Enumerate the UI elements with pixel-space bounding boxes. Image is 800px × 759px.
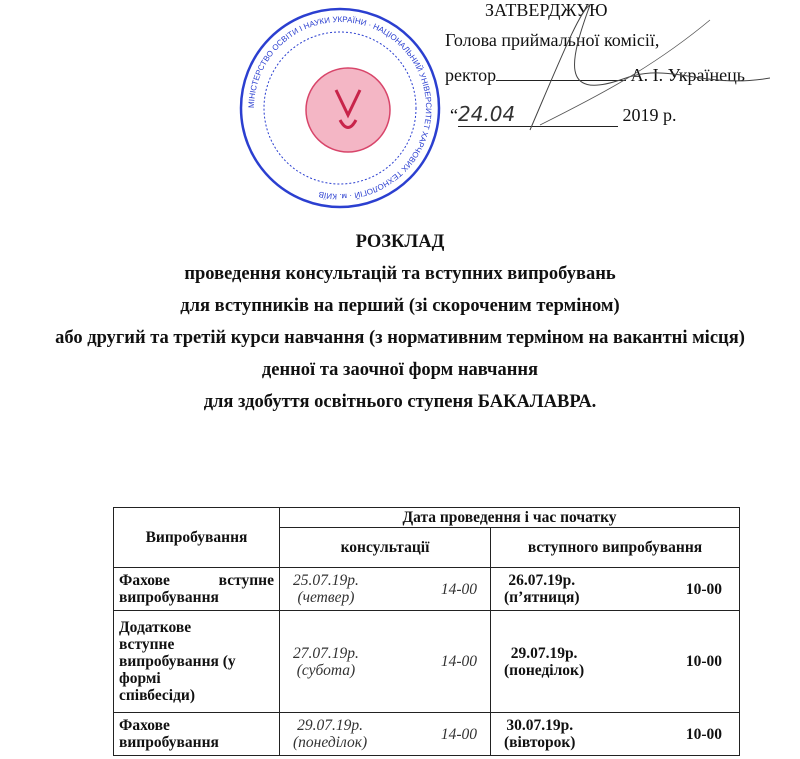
approval-year: 2019 р. <box>622 105 677 125</box>
table-row <box>114 611 740 713</box>
consult-time: 14-00 <box>440 725 477 743</box>
test-name: Додаткове вступне випробування (у формі співбесіди) <box>114 611 280 713</box>
exam-date: 26.07.19р. <box>508 572 576 589</box>
subtitle-line: для вступників на перший (зі скороченим терміном) <box>180 296 620 316</box>
exam-time: 10-00 <box>685 725 722 743</box>
table-row <box>114 713 740 756</box>
test-name: Фахове випробування <box>114 713 280 756</box>
exam-day: (понеділок) <box>504 661 585 679</box>
header-date-group: Дата проведення і час початку <box>280 508 740 528</box>
consult-time: 14-00 <box>440 653 477 670</box>
test-name: Фахове вступне випробування <box>114 568 280 611</box>
handwritten-date: 24.04 <box>458 102 618 127</box>
approval-position: Голова приймальної комісії, <box>445 30 660 50</box>
signature <box>470 0 770 150</box>
consult-day: (субота) <box>296 661 356 679</box>
exam-day: (п’ятниця) <box>504 589 580 606</box>
header-consult: консультації <box>280 528 491 568</box>
rector-name: А. І. Українець <box>630 65 745 85</box>
consult-day: (понеділок) <box>293 734 368 751</box>
official-stamp <box>238 6 442 210</box>
exam-day: (вівторок) <box>504 734 576 751</box>
seal-red-circle <box>306 68 390 152</box>
document-title: РОЗКЛАД <box>355 232 445 252</box>
exam-time: 10-00 <box>685 580 722 598</box>
schedule-table <box>113 507 740 756</box>
consult-date: 29.07.19р. <box>297 717 363 734</box>
exam-date: 29.07.19р. <box>510 644 578 662</box>
rector-label: ректор <box>445 65 497 85</box>
subtitle-line: денної та заочної форм навчання <box>261 360 539 380</box>
table-row <box>114 568 740 611</box>
subtitle-line: для здобуття освітнього ступеня БАКАЛАВРА. <box>203 392 597 412</box>
approval-heading: ЗАТВЕРДЖУЮ <box>485 0 608 20</box>
consult-date: 25.07.19р. <box>293 572 359 589</box>
exam-time: 10-00 <box>685 653 722 670</box>
header-exam: вступного випробування <box>491 528 740 568</box>
consult-day: (четвер) <box>297 589 355 606</box>
consult-time: 14-00 <box>440 580 477 598</box>
subtitle-line: або другий та третій курси навчання (з нормативним терміном на вакантні місця) <box>55 328 745 348</box>
subtitle-line: проведення консультацій та вступних випробувань <box>184 264 616 284</box>
stamp-text: МІНІСТЕРСТВО ОСВІТИ І НАУКИ УКРАЇНИ · НАЦІОНАЛЬНИЙ УНІВЕРСИТЕТ ХАРЧОВИХ ТЕХНОЛОГІЙ · м. КИЇВ <box>246 14 434 202</box>
header-test: Випробування <box>114 508 280 568</box>
date-prefix: “ <box>450 105 458 125</box>
exam-date: 30.07.19р. <box>506 717 574 734</box>
consult-date: 27.07.19р. <box>293 644 359 662</box>
